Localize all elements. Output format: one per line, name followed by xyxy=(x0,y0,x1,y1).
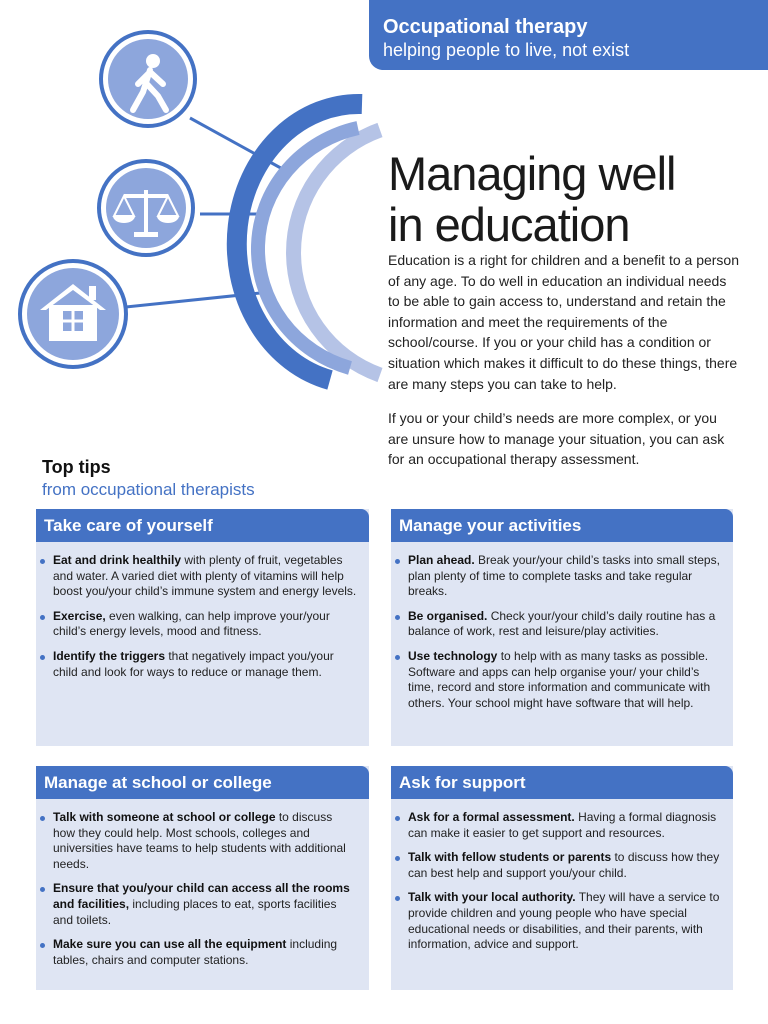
top-tips-subtitle: from occupational therapists xyxy=(42,480,255,499)
banner-subtitle: helping people to live, not exist xyxy=(383,40,630,60)
tip-item xyxy=(408,609,721,640)
tip-text: with plenty of fruit, vegetables and water. A varied diet with plenty of vitamins will help boost you/your child’s immune system and energy levels. xyxy=(53,553,357,599)
tip-list xyxy=(391,799,733,953)
tip-list xyxy=(391,542,733,711)
tip-text: including places to eat, sports facilities and toilets. xyxy=(53,896,337,927)
tip-item xyxy=(408,553,721,600)
panel-take-care-of-yourself xyxy=(36,509,369,746)
header-illustration xyxy=(0,0,400,400)
bullet-icon xyxy=(40,615,45,620)
tip-bold: Talk with your local authority. xyxy=(408,890,576,905)
tip-bold: Talk with someone at school or college xyxy=(53,810,276,824)
tip-text: They will have a service to provide children and young people who have special educational needs or disabilities, and their parents, with information, advice and support. xyxy=(408,890,720,952)
tip-item xyxy=(408,850,721,881)
bullet-icon xyxy=(395,655,400,660)
scales-icon xyxy=(99,161,193,255)
bullet-icon xyxy=(40,655,45,660)
tip-text: including tables, chairs and computer stations. xyxy=(53,937,338,967)
tip-bold: Identify the triggers xyxy=(53,648,166,663)
page-title xyxy=(388,148,758,250)
top-tips-heading xyxy=(42,456,255,502)
top-tips-title: Top tips xyxy=(42,457,111,477)
banner-title: Occupational therapy xyxy=(383,16,588,38)
bullet-icon xyxy=(395,559,400,564)
tip-item xyxy=(53,609,357,640)
bullet-icon xyxy=(395,896,400,901)
page-title-line-1: Managing well xyxy=(388,147,676,200)
tip-list xyxy=(36,799,369,968)
tip-text: to help with as many tasks as possible. Software and apps can help organise your/ your child’s time, record and store information and communicate with others. Your school might have software that will help. xyxy=(408,648,711,710)
tip-bold: Ask for a formal assessment. xyxy=(408,810,575,824)
tip-bold: Use technology xyxy=(408,648,498,663)
bullet-icon xyxy=(395,816,400,821)
header-banner xyxy=(369,0,768,70)
intro-paragraph-2: If you or your child’s needs are more complex, or you are unsure how to manage your situation, you can ask for an occupational therapy assessment. xyxy=(388,410,725,468)
panel-heading: Manage at school or college xyxy=(36,766,369,799)
tip-text: to discuss how they could help. Most schools, colleges and universities have teams to help students with additional needs. xyxy=(53,810,346,871)
page-title-line-2: in education xyxy=(388,198,630,251)
panel-ask-for-support xyxy=(391,766,733,990)
bullet-icon xyxy=(40,816,45,821)
bullet-icon xyxy=(40,887,45,892)
tip-list xyxy=(36,542,369,680)
tip-item xyxy=(408,810,721,841)
bullet-icon xyxy=(395,856,400,861)
tip-item xyxy=(408,890,721,952)
bullet-icon xyxy=(40,943,45,948)
tip-bold: Exercise, xyxy=(53,608,106,623)
intro-text xyxy=(388,250,740,470)
tip-text: Having a formal diagnosis can make it easier to get support and resources. xyxy=(408,810,717,840)
bullet-icon xyxy=(40,559,45,564)
tip-text: Break your/your child’s tasks into small steps, plan plenty of time to complete tasks and take regular breaks. xyxy=(408,553,720,599)
tip-item xyxy=(53,937,357,968)
tip-bold: Make sure you can use all the equipment xyxy=(53,937,287,952)
house-icon xyxy=(20,261,126,367)
panel-heading: Manage your activities xyxy=(391,509,733,542)
tip-bold: Talk with fellow students or parents xyxy=(408,850,612,865)
walking-person-icon xyxy=(101,32,195,126)
panel-manage-your-activities xyxy=(391,509,733,746)
tip-item xyxy=(53,881,357,928)
tip-bold: Be organised. xyxy=(408,608,488,623)
tip-item xyxy=(408,649,721,711)
panel-heading: Ask for support xyxy=(391,766,733,799)
tip-text: even walking, can help improve your/your child’s energy levels, mood and fitness. xyxy=(53,608,330,639)
tip-item xyxy=(53,810,357,872)
intro-paragraph-1: Education is a right for children and a benefit to a person of any age. To do well in education an individual needs to be able to gain access to, understand and retain the information and meet the requirements of the school/course. If you or your child has a condition or situation which makes it difficult to do these things, there are many steps you can take to help. xyxy=(388,252,739,392)
panel-heading: Take care of yourself xyxy=(36,509,369,542)
tip-text: to discuss how they can best help and support you/your child. xyxy=(408,850,720,880)
tip-item xyxy=(53,553,357,600)
tip-item xyxy=(53,649,357,680)
tip-bold: Ensure that you/your child can access all the rooms and facilities, xyxy=(53,881,350,911)
bullet-icon xyxy=(395,615,400,620)
tip-text: that negatively impact you/your child and look for ways to reduce or manage them. xyxy=(53,648,334,679)
panel-manage-at-school-or-college xyxy=(36,766,369,990)
tip-text: Check your/your child’s daily routine has a balance of work, rest and leisure/play activities. xyxy=(408,608,716,639)
tip-bold: Eat and drink healthily xyxy=(53,553,182,567)
tip-bold: Plan ahead. xyxy=(408,553,475,567)
